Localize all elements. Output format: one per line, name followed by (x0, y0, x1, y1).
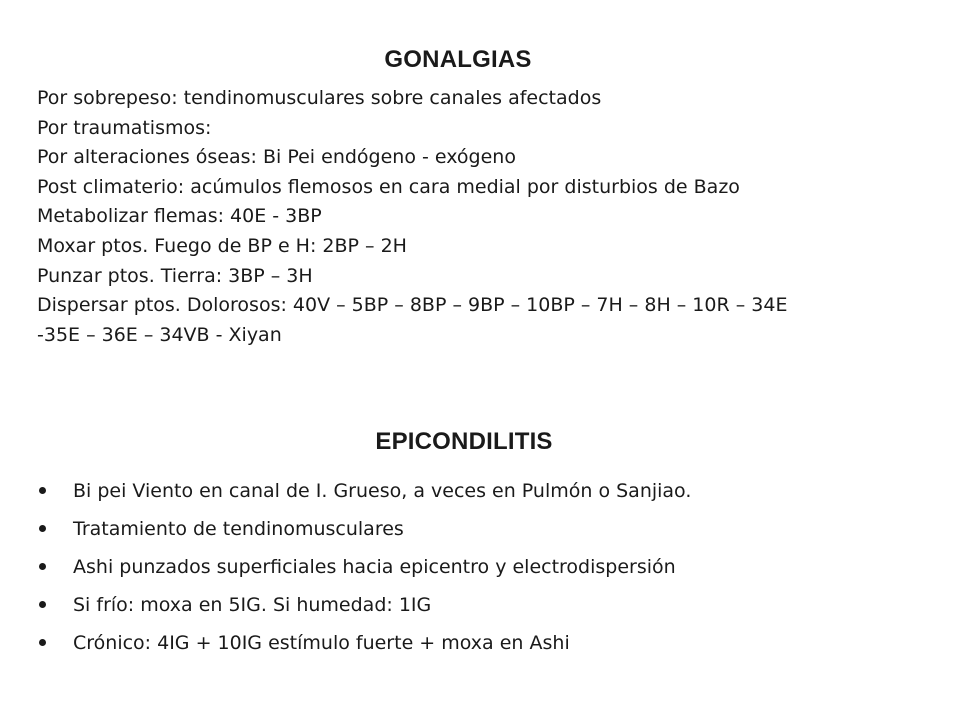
gonalgias-line: Moxar ptos. Fuego de BP e H: 2BP – 2H (37, 234, 407, 257)
bullet-dot-icon (39, 525, 46, 532)
bullet-item (35, 472, 935, 510)
bullet-dot-icon (39, 563, 46, 570)
gonalgias-line: Por alteraciones óseas: Bi Pei endógeno - exógeno (37, 146, 516, 169)
bullet-text: Crónico: 4IG + 10IG estímulo fuerte + moxa en Ashi (73, 632, 570, 654)
bullet-item (35, 548, 935, 586)
bullet-text: Tratamiento de tendinomusculares (73, 518, 404, 540)
epicondilitis-bullets (35, 472, 935, 662)
bullet-dot-icon (39, 601, 46, 608)
gonalgias-line: Post climaterio: acúmulos flemosos en cara medial por disturbios de Bazo (37, 175, 740, 198)
epicondilitis-heading: EPICONDILITIS (375, 428, 553, 455)
gonalgias-line: Punzar ptos. Tierra: 3BP – 3H (37, 264, 313, 287)
gonalgias-line: Por traumatismos: (37, 116, 212, 139)
bullet-dot-icon (39, 639, 46, 646)
gonalgias-line: Metabolizar flemas: 40E - 3BP (37, 205, 322, 228)
gonalgias-line: Dispersar ptos. Dolorosos: 40V – 5BP – 8BP – 9BP – 10BP – 7H – 8H – 10R – 34E (37, 294, 788, 317)
gonalgias-line: Por sobrepeso: tendinomusculares sobre canales afectados (37, 87, 602, 109)
gonalgias-line: -35E – 36E – 34VB - Xiyan (37, 323, 282, 346)
bullet-item (35, 510, 935, 548)
bullet-text: Ashi punzados superficiales hacia epicentro y electrodispersión (73, 556, 676, 578)
bullet-item (35, 624, 935, 662)
bullet-item (35, 586, 935, 624)
gonalgias-heading: GONALGIAS (384, 46, 532, 73)
gonalgias-lines (37, 84, 937, 350)
bullet-dot-icon (39, 487, 46, 494)
bullet-text: Si frío: moxa en 5IG. Si humedad: 1IG (73, 594, 432, 616)
bullet-text: Bi pei Viento en canal de I. Grueso, a veces en Pulmón o Sanjiao. (73, 480, 692, 502)
